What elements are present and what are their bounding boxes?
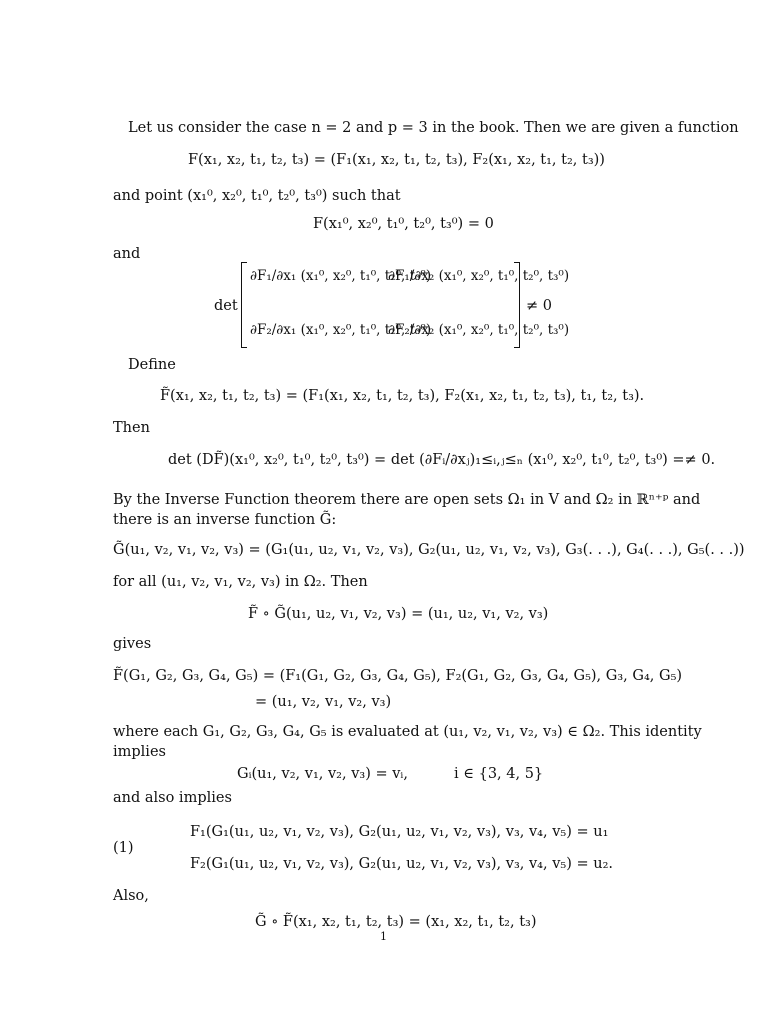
- equation-1-label: (1): [113, 840, 134, 856]
- neq-zero: ≠ 0: [526, 298, 552, 314]
- equation-Gi-range: i ∈ {3, 4, 5}: [454, 766, 544, 782]
- inverse-theorem-line-1: By the Inverse Function theorem there are open sets Ω₁ in V and Ω₂ in ℝⁿ⁺ᵖ and: [113, 492, 701, 508]
- equation-F-zero: F(x₁⁰, x₂⁰, t₁⁰, t₂⁰, t₃⁰) = 0: [313, 216, 494, 232]
- det-label: det: [214, 298, 238, 314]
- matrix-entry-12: ∂F₁/∂x₂ (x₁⁰, x₂⁰, t₁⁰, t₂⁰, t₃⁰): [388, 268, 570, 284]
- also-text: Also,: [113, 888, 149, 904]
- inverse-theorem-line-2: there is an inverse function G̃:: [113, 512, 337, 528]
- and-text: and: [113, 246, 141, 262]
- equation-Gi-identity: Gᵢ(u₁, v₂, v₁, v₂, v₃) = vᵢ,: [237, 766, 408, 782]
- and-also-text: and also implies: [113, 790, 232, 806]
- for-all-text: for all (u₁, v₂, v₁, v₂, v₃) in Ω₂. Then: [113, 574, 368, 590]
- equation-FG-expand-line-1: F̃(G₁, G₂, G₃, G₄, G₅) = (F₁(G₁, G₂, G₃, G₄, G₅), F₂(G₁, G₂, G₃, G₄, G₅), G₃, G₄, G₅): [113, 668, 683, 684]
- where-each-text: where each G₁, G₂, G₃, G₄, G₅ is evaluated at (u₁, v₂, v₁, v₂, v₃) ∈ Ω₂. This identity: [113, 724, 702, 740]
- then-text: Then: [113, 420, 150, 436]
- equation-Ftilde-def: F̃(x₁, x₂, t₁, t₂, t₃) = (F₁(x₁, x₂, t₁, t₂, t₃), F₂(x₁, x₂, t₁, t₂, t₃), t₁, t₂, t₃).: [160, 388, 645, 404]
- matrix-entry-22: ∂F₂/∂x₂ (x₁⁰, x₂⁰, t₁⁰, t₂⁰, t₃⁰): [388, 322, 570, 338]
- equation-1-line-1: F₁(G₁(u₁, u₂, v₁, v₂, v₃), G₂(u₁, u₂, v₁, v₂, v₃), v₃, v₄, v₅) = u₁: [190, 824, 609, 840]
- matrix-right-bracket: [514, 262, 520, 348]
- equation-G-def: G̃(u₁, v₂, v₁, v₂, v₃) = (G₁(u₁, u₂, v₁, v₂, v₃), G₂(u₁, u₂, v₁, v₂, v₃), G₃(. . .), G₄(. . .), G₅(. . .)): [113, 542, 745, 558]
- matrix-left-bracket: [241, 262, 247, 348]
- define-text: Define: [128, 357, 176, 373]
- equation-F-def: F(x₁, x₂, t₁, t₂, t₃) = (F₁(x₁, x₂, t₁, t₂, t₃), F₂(x₁, x₂, t₁, t₂, t₃)): [188, 152, 605, 168]
- equation-det-DF: det (DF̃)(x₁⁰, x₂⁰, t₁⁰, t₂⁰, t₃⁰) = det (∂Fᵢ/∂xⱼ)₁≤ᵢ,ⱼ≤ₙ (x₁⁰, x₂⁰, t₁⁰, t₂⁰, t₃⁰) =≠ 0.: [168, 452, 716, 468]
- intro-text: Let us consider the case n = 2 and p = 3 in the book. Then we are given a function: [128, 120, 739, 136]
- equation-1-line-2: F₂(G₁(u₁, u₂, v₁, v₂, v₃), G₂(u₁, u₂, v₁, v₂, v₃), v₃, v₄, v₅) = u₂.: [190, 856, 613, 872]
- matrix-entry-21: ∂F₂/∂x₁ (x₁⁰, x₂⁰, t₁⁰, t₂⁰, t₃⁰): [250, 322, 432, 338]
- page-number: 1: [380, 930, 387, 943]
- equation-FG-expand-line-2: = (u₁, v₂, v₁, v₂, v₃): [255, 694, 392, 710]
- and-point-text: and point (x₁⁰, x₂⁰, t₁⁰, t₂⁰, t₃⁰) such that: [113, 188, 401, 204]
- matrix-entry-11: ∂F₁/∂x₁ (x₁⁰, x₂⁰, t₁⁰, t₂⁰, t₃⁰): [250, 268, 432, 284]
- equation-FG-composition: F̃ ∘ G̃(u₁, u₂, v₁, v₂, v₃) = (u₁, u₂, v₁, v₂, v₃): [248, 606, 549, 622]
- equation-GF-composition: G̃ ∘ F̃(x₁, x₂, t₁, t₂, t₃) = (x₁, x₂, t₁, t₂, t₃): [255, 914, 537, 930]
- implies-text: implies: [113, 744, 166, 760]
- gives-text: gives: [113, 636, 152, 652]
